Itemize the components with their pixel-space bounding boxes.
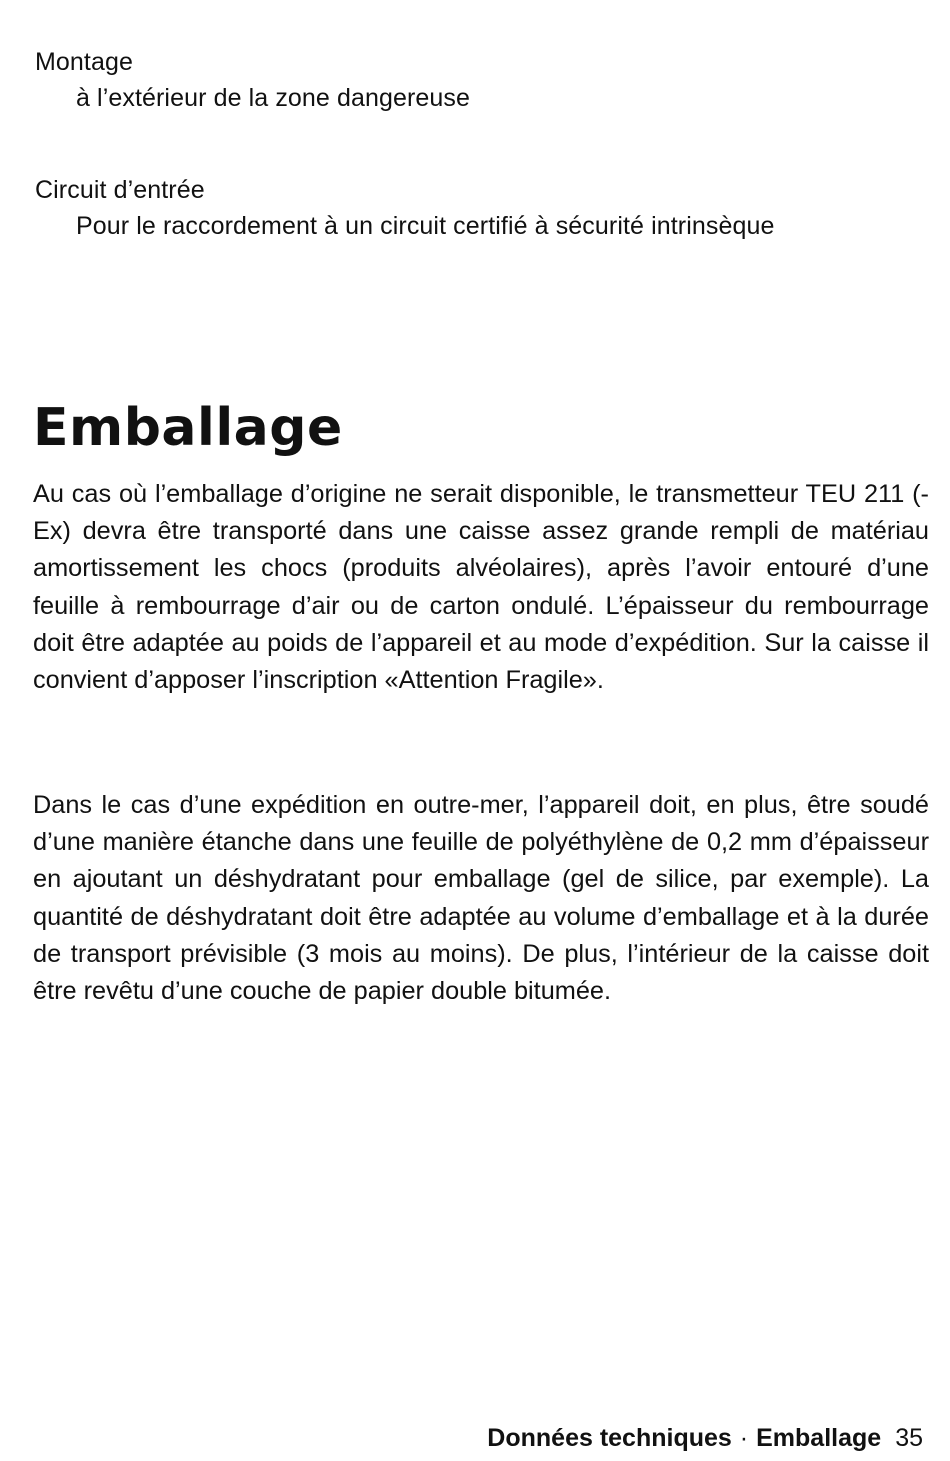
spec-term: Montage	[35, 48, 133, 76]
section-title: Emballage	[33, 398, 343, 458]
page-footer	[487, 1418, 923, 1458]
footer-section: Emballage	[756, 1424, 882, 1452]
spec-term: Circuit d’entrée	[35, 176, 205, 204]
spec-definition: à l’extérieur de la zone dangereuse	[76, 84, 471, 112]
paragraph: Au cas où l’emballage d’origine ne serait disponible, le transmetteur TEU 211 (-Ex) devra être transporté dans une caisse assez grande rempli de matériau amortissement les chocs (produits alvéolaires), après l’avoir entouré d’une feuille à rembourrage d’air ou de carton ondulé. L’épaisseur du rembourrage doit être adaptée au poids de l’appareil et au mode d’expédition. Sur la caisse il convient d’apposer l’inscription «Attention Fragile».	[33, 480, 929, 695]
spec-montage	[35, 44, 915, 116]
footer-separator: ·	[739, 1424, 749, 1452]
spec-circuit-entree	[35, 172, 915, 244]
paragraph: Dans le cas d’une expédition en outre-mer, l’appareil doit, en plus, être soudé d’une manière étanche dans une feuille de polyéthylène de 0,2 mm d’épaisseur en ajoutant un déshydratant pour emballage (gel de silice, par exemple). La quantité de déshydratant doit être adaptée au volume d’emballage et à la durée de transport prévisible (3 mois au moins). De plus, l’intérieur de la caisse doit être revêtu d’une couche de papier double bitumée.	[33, 791, 929, 1006]
spec-definition: Pour le raccordement à un circuit certifié à sécurité intrinsèque	[76, 212, 775, 240]
page-number: 35	[895, 1424, 923, 1452]
footer-chapter: Données techniques	[487, 1424, 732, 1452]
